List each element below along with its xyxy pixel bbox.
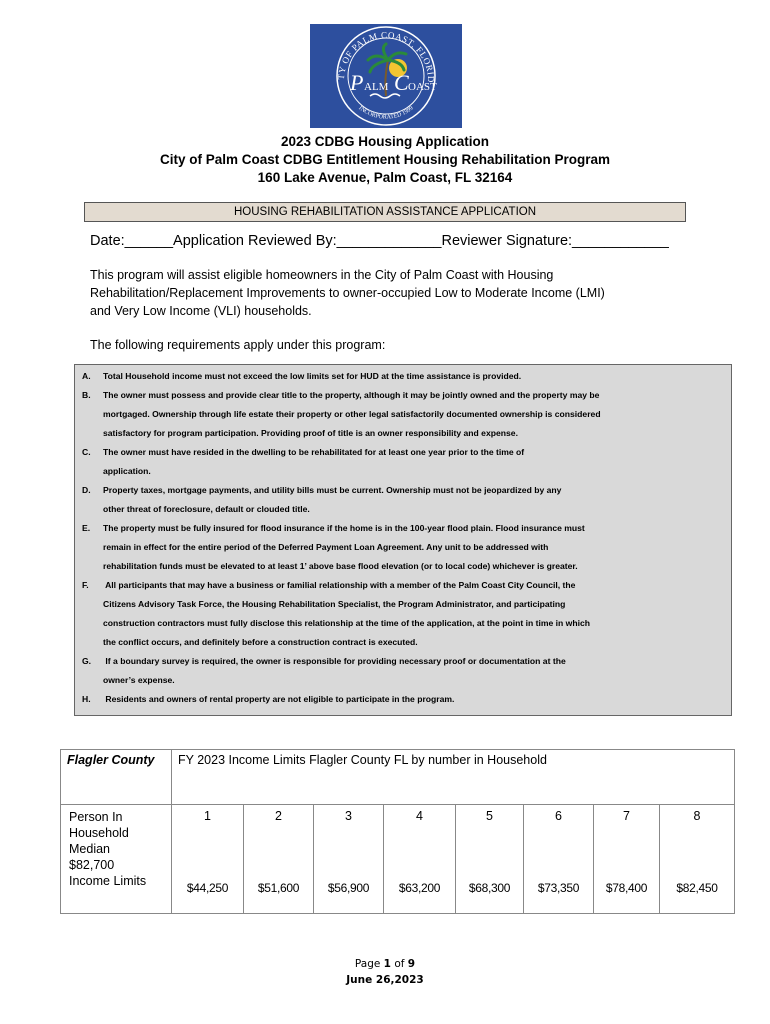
- household-size-cell: [594, 805, 660, 914]
- row-label: [61, 805, 172, 914]
- document-date: June 26,2023: [346, 974, 424, 986]
- income-limit-value: $68,300: [468, 881, 511, 895]
- svg-text:OAST: OAST: [408, 81, 437, 93]
- intro-line: and Very Low Income (VLI) households.: [90, 304, 312, 318]
- requirement-line: If a boundary survey is required, the owner is responsible for providing necessary proof or documentation at the: [103, 656, 566, 666]
- svg-text:INCORPORATED 1999: INCORPORATED 1999: [357, 105, 415, 121]
- requirement-line: remain in effect for the entire period of the Deferred Payment Loan Agreement. Any unit to be addressed with: [103, 542, 549, 552]
- requirement-line: All participants that may have a business or familial relationship with a member of the Palm Coast City Council, the: [103, 580, 576, 590]
- table-header-row: [61, 750, 735, 805]
- header-program: City of Palm Coast CDBG Entitlement Housing Rehabilitation Program: [159, 152, 611, 167]
- household-size-cell: [456, 805, 524, 914]
- requirement-line: Citizens Advisory Task Force, the Housing Rehabilitation Specialist, the Program Administrator, and participating: [103, 599, 566, 609]
- income-limit-value: $44,250: [186, 881, 229, 895]
- household-size: 3: [345, 809, 352, 823]
- income-limit-value: $73,350: [537, 881, 580, 895]
- table-row: [61, 805, 735, 914]
- requirement-line: The property must be fully insured for flood insurance if the home is in the 100-year flood plain. Flood insurance must: [103, 523, 585, 533]
- requirements-intro: The following requirements apply under this program:: [90, 338, 386, 352]
- requirement-text: [103, 443, 723, 481]
- requirement-letter: B.: [82, 390, 91, 400]
- income-limit-value: $56,900: [327, 881, 370, 895]
- city-logo: [310, 24, 462, 128]
- household-size: 2: [275, 809, 282, 823]
- household-size-cell: [314, 805, 384, 914]
- requirement-text: [103, 367, 723, 386]
- household-size-cell: [384, 805, 456, 914]
- household-size: 8: [693, 809, 701, 823]
- requirement-text: [103, 576, 723, 652]
- row-label-line: Median: [69, 842, 110, 856]
- requirement-line: owner’s expense.: [103, 675, 175, 685]
- requirement-line: other threat of foreclosure, default or clouded title.: [103, 504, 310, 514]
- page-number: Page 1 of 9: [354, 958, 416, 970]
- requirement-letter: C.: [82, 447, 91, 457]
- requirement-line: mortgaged. Ownership through life estate their property or other legal satisfactorily documented ownership is considered: [103, 409, 601, 419]
- household-size: 1: [204, 809, 211, 823]
- requirement-line: The owner must have resided in the dwelling to be rehabilitated for at least one year prior to the time of: [103, 447, 525, 457]
- household-size: 6: [555, 809, 562, 823]
- section-title-bar: HOUSING REHABILITATION ASSISTANCE APPLICATION: [84, 202, 686, 222]
- household-size: 5: [486, 809, 493, 823]
- page-footer: [0, 956, 770, 988]
- review-fields-line: Date:______Application Reviewed By:_____________Reviewer Signature:____________: [90, 233, 669, 249]
- requirement-letter: D.: [82, 485, 91, 495]
- household-size-cell: [660, 805, 735, 914]
- income-limit-value: $78,400: [605, 881, 648, 895]
- income-limit-value: $51,600: [257, 881, 300, 895]
- household-size-cell: [172, 805, 244, 914]
- table-title: FY 2023 Income Limits Flagler County FL by number in Household: [172, 750, 735, 805]
- requirement-line: the conflict occurs, and definitely before a construction contract is executed.: [103, 637, 418, 647]
- header-address: 160 Lake Avenue, Palm Coast, FL 32164: [257, 170, 513, 185]
- requirements-box: [74, 364, 732, 716]
- requirement-line: application.: [103, 466, 151, 476]
- requirement-line: Property taxes, mortgage payments, and utility bills must be current. Ownership must not be jeopardized by any: [103, 485, 562, 495]
- svg-text:CITY OF PALM COAST, FLORIDA: TY OF PALM COAST, FLORID: [335, 29, 437, 83]
- household-size: 4: [416, 809, 423, 823]
- county-label: Flagler County: [61, 750, 172, 805]
- requirement-letter: F.: [82, 580, 89, 590]
- requirement-text: [103, 386, 723, 443]
- income-limit-value: $63,200: [398, 881, 441, 895]
- requirement-line: satisfactory for program participation. Providing proof of title is an owner responsibility and expense.: [103, 428, 518, 438]
- requirement-text: [103, 690, 723, 709]
- svg-text:C: C: [394, 70, 409, 95]
- requirement-line: construction contractors must fully disclose this relationship at the time of the application, at the point in time in which: [103, 618, 591, 628]
- row-label-line: Income Limits: [69, 874, 147, 888]
- income-limit-value: $82,450: [676, 881, 718, 895]
- household-size-cell: [524, 805, 594, 914]
- requirement-line: Total Household income must not exceed the low limits set for HUD at the time assistance is provided.: [103, 371, 522, 381]
- requirement-line: The owner must possess and provide clear title to the property, although it may be jointly owned and the property may be: [103, 390, 600, 400]
- requirement-line: Residents and owners of rental property are not eligible to participate in the program.: [103, 694, 455, 704]
- svg-text:P: P: [350, 70, 364, 95]
- household-size-cell: [244, 805, 314, 914]
- intro-paragraph: [90, 266, 710, 320]
- requirement-letter: H.: [82, 694, 91, 704]
- income-limits-table: [60, 749, 735, 914]
- palm-coast-seal: [310, 24, 462, 128]
- requirement-letter: E.: [82, 523, 91, 533]
- household-size: 7: [623, 809, 630, 823]
- svg-text:ALM: ALM: [364, 81, 389, 93]
- row-label-line: $82,700: [69, 858, 115, 872]
- requirement-line: rehabilitation funds must be elevated to at least 1’ above base flood elevation (or to local code) whichever is greater.: [103, 561, 578, 571]
- requirement-letter: G.: [82, 656, 92, 666]
- intro-line: Rehabilitation/Replacement Improvements to owner-occupied Low to Moderate Income (LMI): [90, 286, 605, 300]
- requirement-text: [103, 481, 723, 519]
- row-label-line: Household: [69, 826, 129, 840]
- row-label-line: Person In: [69, 810, 123, 824]
- intro-line: This program will assist eligible homeowners in the City of Palm Coast with Housing: [90, 268, 554, 282]
- requirement-text: [103, 652, 723, 690]
- header-title: 2023 CDBG Housing Application: [280, 134, 490, 149]
- requirement-text: [103, 519, 723, 576]
- requirement-letter: A.: [82, 371, 91, 381]
